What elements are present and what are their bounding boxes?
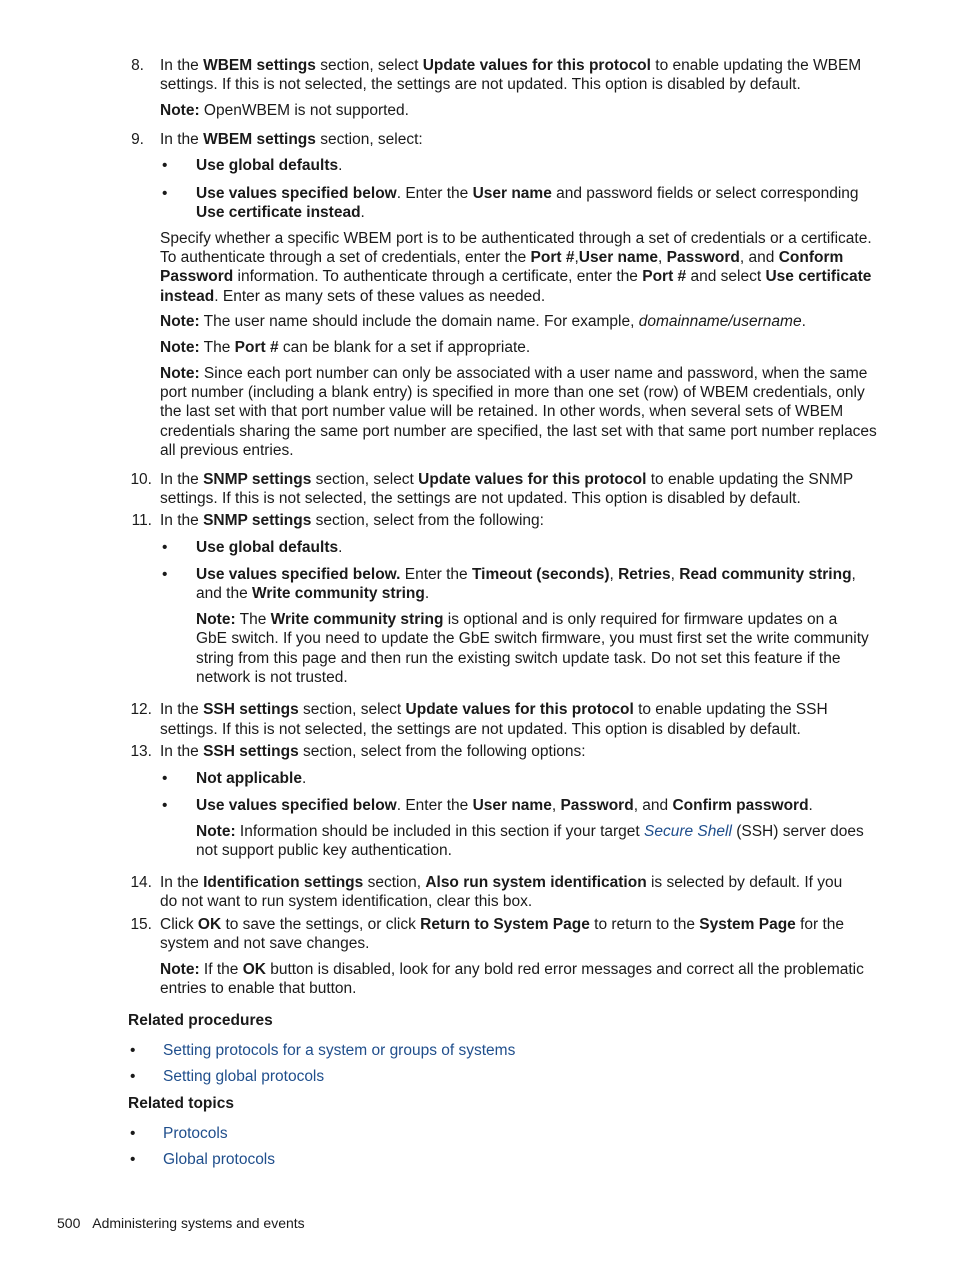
- related-topics-heading: Related topics: [128, 1095, 234, 1112]
- bullet: •: [130, 1151, 136, 1168]
- step-12-line: settings. If this is not selected, the settings are not updated. This option is disabled by default.: [160, 721, 801, 738]
- bullet: •: [162, 797, 168, 814]
- option-item: Use values specified below. Enter the User name, Password, and Confirm password.: [196, 797, 813, 814]
- note-line: port number (including a blank entry) is specified in more than one set (row) of WBEM credentials, only: [160, 384, 865, 401]
- note: Note: The user name should include the domain name. For example, domainname/username.: [160, 313, 806, 330]
- option-item: Use values specified below. Enter the Timeout (seconds), Retries, Read community string,: [196, 566, 856, 583]
- secure-shell-link[interactable]: Secure Shell: [644, 823, 732, 840]
- step-number: 9.: [131, 131, 144, 148]
- note-line: the last set with that port number value will be retained. In other words, when several sets of WBEM: [160, 403, 844, 420]
- bullet: •: [130, 1125, 136, 1142]
- step-number: 11.: [131, 512, 152, 529]
- option-item: Use certificate instead.: [196, 204, 365, 221]
- step-15-line: Click OK to save the settings, or click Return to System Page to return to the System Page for the: [160, 916, 845, 933]
- option-item: Not applicable.: [196, 770, 307, 787]
- note: Note: Information should be included in this section if your target Secure Shell (SSH) server does: [196, 823, 864, 840]
- step-number: 15.: [130, 916, 152, 933]
- related-topic-link[interactable]: Global protocols: [163, 1151, 276, 1168]
- step-8-line: settings. If this is not selected, the settings are not updated. This option is disabled by default.: [160, 76, 801, 93]
- step-number: 10.: [130, 471, 152, 488]
- step-12-line: In the SSH settings section, select Update values for this protocol to enable updating the SSH: [160, 701, 828, 718]
- note: Note: The Write community string is optional and is only required for firmware updates on a: [196, 611, 838, 628]
- note: Note: Since each port number can only be associated with a user name and password, when the same: [160, 365, 868, 382]
- bullet: •: [130, 1068, 136, 1085]
- step-15-line: system and not save changes.: [160, 935, 370, 952]
- note-line: entries to enable that button.: [160, 980, 357, 997]
- bullet: •: [162, 157, 168, 174]
- step-10-line: settings. If this is not selected, the settings are not updated. This option is disabled by default.: [160, 490, 801, 507]
- step-number: 14.: [130, 874, 152, 891]
- page-number: 500: [57, 1215, 81, 1231]
- note-line: not support public key authentication.: [196, 842, 452, 859]
- option-item: Use global defaults.: [196, 157, 343, 174]
- step-8-line: In the WBEM settings section, select Update values for this protocol to enable updating the WBEM: [160, 57, 862, 74]
- page-footer: [57, 1215, 305, 1231]
- note: Note: If the OK button is disabled, look for any bold red error messages and correct all the problematic: [160, 961, 864, 978]
- step-10-line: In the SNMP settings section, select Update values for this protocol to enable updating the SNMP: [160, 471, 854, 488]
- step-number: 13.: [130, 743, 152, 760]
- related-procedure-link[interactable]: Setting global protocols: [163, 1068, 325, 1085]
- option-item: and the Write community string.: [196, 585, 430, 602]
- note-line: credentials sharing the same port number are specified, the last set with that same port number replaces: [160, 423, 877, 440]
- step-13-line: In the SSH settings section, select from the following options:: [160, 743, 586, 760]
- step-number: 8.: [131, 57, 144, 74]
- option-item: Use global defaults.: [196, 539, 343, 556]
- step-14-line: do not want to run system identification, clear this box.: [160, 893, 533, 910]
- note-line: string from this page and then run the existing switch update task. Do not set this feature if the: [196, 650, 841, 667]
- bullet: •: [162, 566, 168, 583]
- step-number: 12.: [130, 701, 152, 718]
- option-item: Use values specified below. Enter the User name and password fields or select corresponding: [196, 185, 859, 202]
- step-14-line: In the Identification settings section, Also run system identification is selected by default. If you: [160, 874, 843, 891]
- related-procedures-heading: Related procedures: [128, 1012, 273, 1029]
- related-procedure-link[interactable]: Setting protocols for a system or groups of systems: [163, 1042, 516, 1059]
- paragraph-line: instead. Enter as many sets of these values as needed.: [160, 288, 546, 305]
- bullet: •: [162, 185, 168, 202]
- step-11-line: In the SNMP settings section, select from the following:: [160, 512, 544, 529]
- note-line: network is not trusted.: [196, 669, 348, 686]
- paragraph-line: Specify whether a specific WBEM port is to be authenticated through a set of credentials or a certificate.: [160, 230, 872, 247]
- paragraph-line: To authenticate through a set of credentials, enter the Port #,User name, Password, and Conform: [160, 249, 844, 266]
- note: Note: OpenWBEM is not supported.: [160, 102, 409, 119]
- note-line: GbE switch. If you need to update the GbE switch firmware, you must first set the write community: [196, 630, 869, 647]
- bullet: •: [130, 1042, 136, 1059]
- paragraph-line: Password information. To authenticate through a certificate, enter the Port # and select Use certificate: [160, 268, 872, 285]
- bullet: •: [162, 539, 168, 556]
- step-9-line: In the WBEM settings section, select:: [160, 131, 423, 148]
- related-topic-link[interactable]: Protocols: [163, 1125, 228, 1142]
- bullet: •: [162, 770, 168, 787]
- footer-title: Administering systems and events: [92, 1215, 305, 1231]
- note-line: all previous entries.: [160, 442, 294, 459]
- note: Note: The Port # can be blank for a set if appropriate.: [160, 339, 531, 356]
